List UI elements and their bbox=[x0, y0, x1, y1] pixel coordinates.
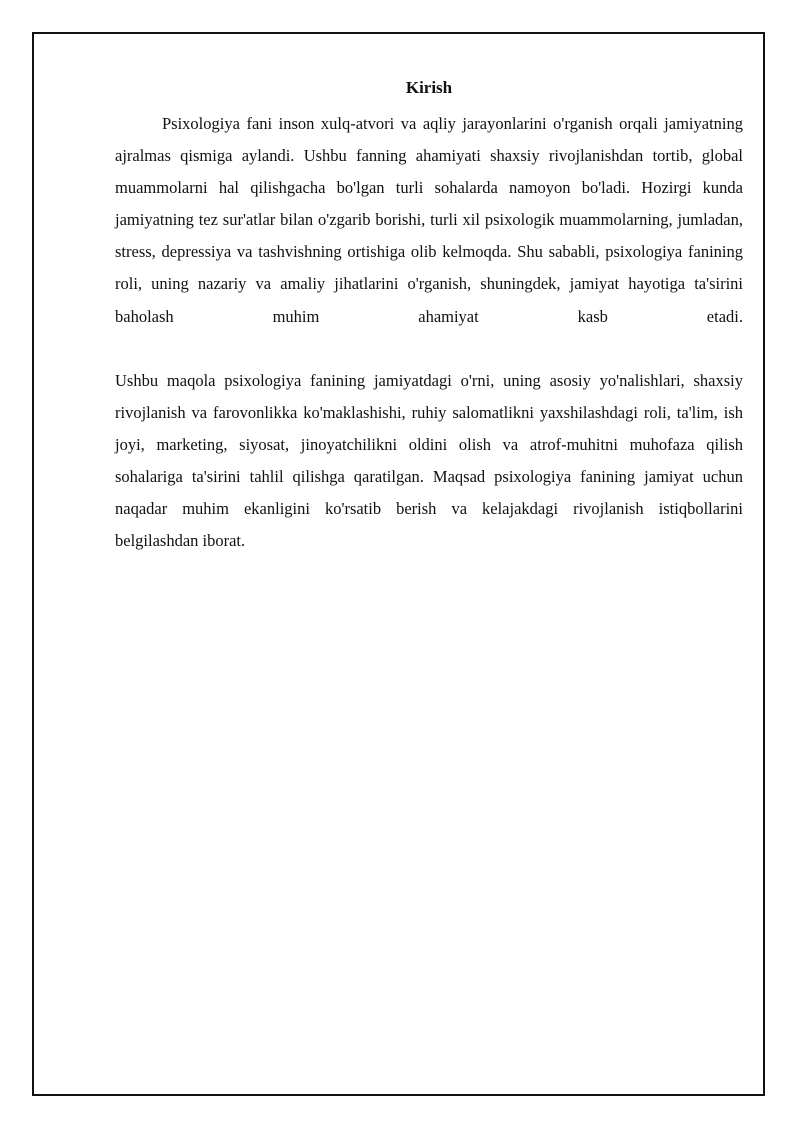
paragraph-article-aim: Ushbu maqola psixologiya fanining jamiyatdagi o'rni, uning asosiy yo'nalishlari, shaxsiy rivojlanish va farovonlikka ko'maklashishi, ruhiy salomatlikni yaxshilashdagi roli, ta'lim, ish joyi, marketing, siyosat, jinoyatchilikni oldini olish va atrof-muhitni muhofaza qilish sohalariga ta'sirini tahlil qilishga qaratilgan. Maqsad psixologiya fanining jamiyat uchun naqadar muhim ekanligini ko'rsatib berish va kelajakdagi rivojlanish istiqbollarini belgilashdan iborat. bbox=[115, 370, 743, 551]
section-title: Kirish bbox=[405, 78, 453, 97]
document-body bbox=[115, 76, 743, 557]
paragraph-introduction: Psixologiya fani inson xulq-atvori va aqliy jarayonlarini o'rganish orqali jamiyatning ajralmas qismiga aylandi. Ushbu fanning ahamiyati shaxsiy rivojlanishdan tortib, global muammolarni hal qilishgacha bo'lgan turli sohalarda namoyon bo'ladi. Hozirgi kunda jamiyatning tez sur'atlar bilan o'zgarib borishi, turli xil psixologik muammolarning, jumladan, stress, depressiya va tashvishning ortishiga olib kelmoqda. Shu sababli, psixologiya fanining roli, uning nazariy va amaliy jihatlarini o'rganish, shuningdek, jamiyat hayotiga ta'sirini baholash muhim ahamiyat kasb etadi. bbox=[115, 114, 743, 326]
